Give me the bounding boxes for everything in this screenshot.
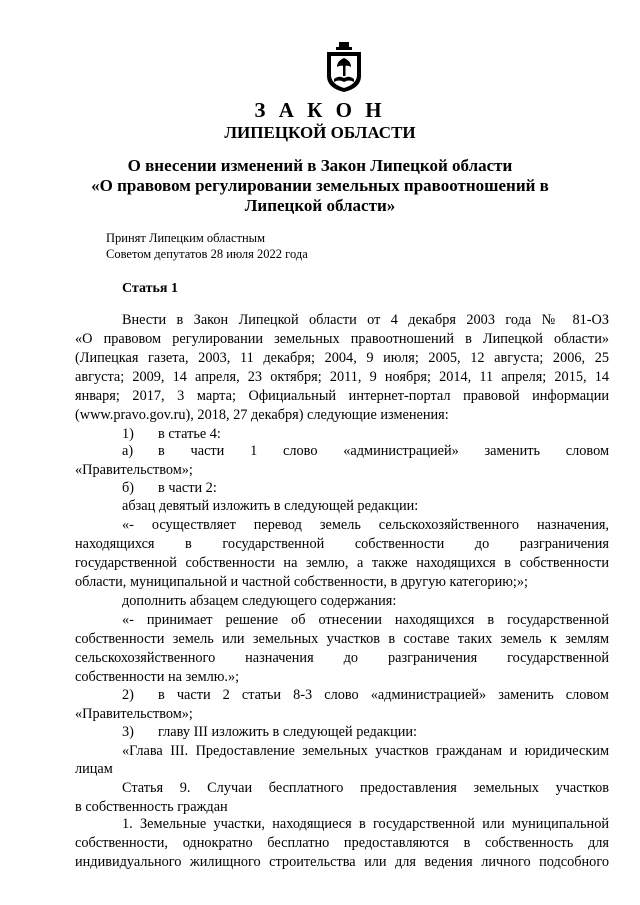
body-line: собственности на землю.»;: [75, 669, 240, 685]
body-line: [122, 723, 609, 742]
body-line: государственной собственности на землю, а также находящихся в собственности: [75, 555, 609, 571]
body-line: (Липецкая газета, 2003, 11 декабря; 2004, 9 июля; 2005, 12 августа; 2006, 25: [75, 350, 609, 366]
body-line: августа; 2009, 14 апреля, 23 октября; 2011, 9 ноября; 2014, 11 апреля; 2015, 14: [75, 369, 609, 385]
list-number: 3): [122, 724, 134, 740]
body-line: 1. Земельные участки, находящиеся в государственной или муниципальной: [122, 816, 609, 832]
body-line: дополнить абзацем следующего содержания:: [122, 593, 397, 609]
body-line: [122, 442, 609, 461]
article-heading: Статья 1: [122, 281, 178, 296]
law-title-line: О внесении изменений в Закон Липецкой области: [127, 156, 513, 175]
law-title-line: Липецкой области»: [244, 196, 396, 215]
body-line: [122, 686, 609, 705]
body-line: находящихся в государственной собственности до разграничения: [75, 536, 609, 552]
adoption-line: Принят Липецким областным: [106, 231, 265, 245]
body-line: сельскохозяйственного назначения до разграничения государственной: [75, 650, 609, 666]
body-line: собственности земель или земельных участков в составе таких земель к землям: [75, 631, 609, 647]
body-line: Статья 9. Случаи бесплатного предоставления земельных участков: [122, 780, 609, 796]
body-line: собственности, однократно бесплатно предоставляются в собственность для: [75, 835, 609, 851]
body-line: индивидуального жилищного строительства или для ведения личного подсобного: [75, 854, 609, 870]
list-text: в части 1 слово «администрацией» заменить словом: [158, 443, 609, 459]
body-line: «Глава III. Предоставление земельных участков гражданам и юридическим: [122, 743, 609, 759]
lipetsk-coat-of-arms-icon: [324, 42, 364, 92]
law-heading: З А К О Н: [254, 98, 386, 122]
body-line: «- осуществляет перевод земель сельскохозяйственного назначения,: [122, 517, 609, 533]
list-text: в части 2 статьи 8-3 слово «администрацией» заменить словом: [158, 687, 609, 703]
body-line: [122, 479, 609, 498]
body-line: лицам: [75, 761, 113, 777]
list-text: в статье 4:: [158, 426, 221, 442]
list-number: б): [122, 480, 135, 496]
adoption-line: Советом депутатов 28 июля 2022 года: [106, 247, 308, 261]
region-heading: ЛИПЕЦКОЙ ОБЛАСТИ: [224, 123, 416, 142]
body-line: абзац девятый изложить в следующей редакции:: [122, 498, 419, 514]
list-text: в части 2:: [158, 480, 217, 496]
list-text: главу III изложить в следующей редакции:: [158, 724, 417, 740]
list-number: 1): [122, 426, 134, 442]
body-line: Внести в Закон Липецкой области от 4 декабря 2003 года № 81-ОЗ: [122, 312, 609, 328]
body-line: января; 2017, 3 марта; Официальный интернет-портал правовой информации: [75, 388, 609, 404]
body-line: «- принимает решение об отнесении находящихся в государственной: [122, 612, 609, 628]
law-title-line: «О правовом регулировании земельных правоотношений в: [91, 176, 549, 195]
body-line: в собственность граждан: [75, 799, 228, 815]
body-line: «Правительством»;: [75, 706, 193, 722]
body-line: «Правительством»;: [75, 462, 193, 478]
body-line: «О правовом регулировании земельных правоотношений в Липецкой области»: [75, 331, 609, 347]
body-line: области, муниципальной и частной собственности, в другую категорию;»;: [75, 574, 528, 590]
body-line: (www.pravo.gov.ru), 2018, 27 декабря) следующие изменения:: [75, 407, 449, 423]
adoption-note: [106, 230, 308, 262]
list-number: 2): [122, 687, 134, 703]
list-number: а): [122, 443, 134, 459]
